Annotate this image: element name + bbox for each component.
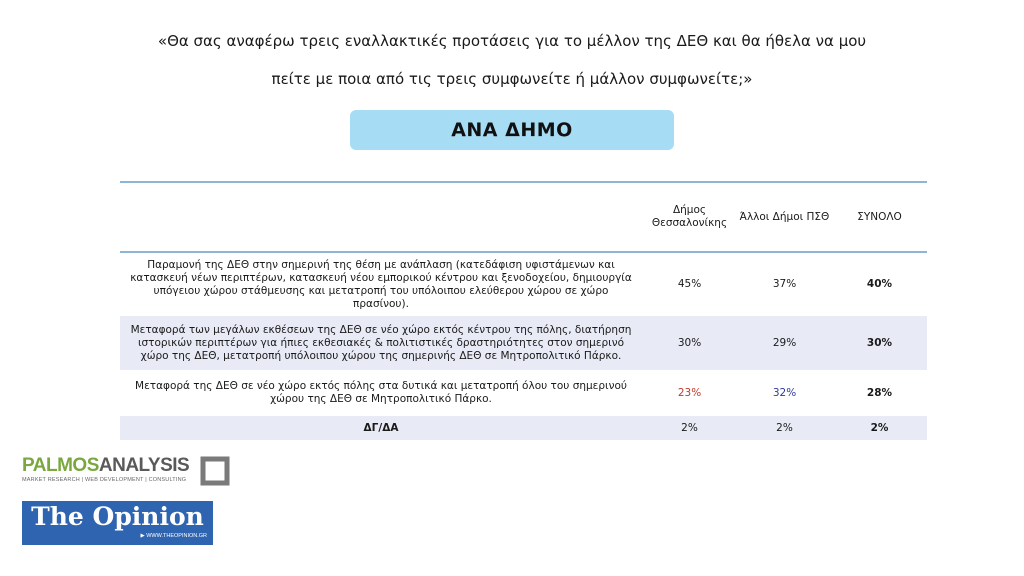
question-line-1: «Θα σας αναφέρω τρεις εναλλακτικές προτάσεις για το μέλλον της ΔΕΘ και θα ήθελα να μου — [157, 32, 867, 50]
row-label: ΔΓ/ΔΑ — [120, 416, 642, 440]
row-label: Μεταφορά των μεγάλων εκθέσεων της ΔΕΘ σε νέο χώρο εκτός κέντρου της πόλης, διατήρηση ιστορικών περιπτέρων για ήπιες εκθεσιακές & πολιτιστικές δραστηριότητες στον σημερινό χώρο της ΔΕΘ, μετατροπή υπόλοιπου χώρου της σημερινής ΔΕΘ σε Μητροπολιτικό Πάρκο. — [120, 316, 642, 370]
cell-other: 32% — [772, 386, 797, 399]
section-banner: ΑΝΑ ΔΗΜΟ — [350, 110, 674, 150]
palmos-logo-part1: PALMOS — [22, 455, 99, 476]
table-row — [120, 370, 927, 416]
table-row — [120, 316, 927, 370]
cell-other: 2% — [737, 416, 832, 440]
opinion-url: ▶ WWW.THEOPINION.GR — [140, 533, 207, 539]
the-opinion-logo — [22, 501, 213, 545]
palmos-analysis-logo — [22, 456, 214, 488]
opinion-title: The Opinion — [31, 502, 204, 531]
cell-thessaloniki: 2% — [642, 416, 737, 440]
cell-other: 29% — [737, 316, 832, 370]
table-row — [120, 416, 927, 440]
palmos-tagline: MARKET RESEARCH | WEB DEVELOPMENT | CONSULTING — [22, 477, 187, 483]
header-empty — [120, 182, 642, 252]
header-total: ΣΥΝΟΛΟ — [857, 210, 902, 223]
cell-total: 30% — [832, 316, 927, 370]
results-table — [120, 181, 927, 440]
table-row — [120, 252, 927, 316]
cell-total: 28% — [866, 386, 893, 399]
table-header-row — [120, 182, 927, 252]
survey-question — [60, 22, 964, 98]
row-label: Παραμονή της ΔΕΘ στην σημερινή της θέση με ανάπλαση (κατεδάφιση υφιστάμενων και κατασκευή νέων περιπτέρων, κατασκευή νέου εμπορικού κέντρου και ξενοδοχείου, δημιουργία υπόγειου χώρου στάθμευσης και μετατροπή του υπόλοιπου ελεύθερου χώρου σε χώρο πρασίνου). — [130, 258, 632, 310]
palmos-square-icon — [200, 456, 230, 486]
cell-total: 2% — [832, 416, 927, 440]
header-thessaloniki: Δήμος Θεσσαλονίκης — [651, 204, 728, 229]
question-line-2: πείτε με ποια από τις τρεις συμφωνείτε ή μάλλον συμφωνείτε;» — [271, 70, 753, 88]
palmos-logo-part2: ANALYSIS — [98, 455, 190, 476]
cell-total: 40% — [866, 278, 893, 290]
row-label: Μεταφορά της ΔΕΘ σε νέο χώρο εκτός πόλης στα δυτικά και μετατροπή όλου του σημερινού χώρου της ΔΕΘ σε Μητροπολιτικό Πάρκο. — [135, 380, 627, 405]
header-other-municipalities: Άλλοι Δήμοι ΠΣΘ — [739, 210, 830, 223]
cell-thessaloniki: 45% — [677, 278, 702, 290]
results-table-wrapper — [120, 181, 926, 440]
cell-thessaloniki: 30% — [642, 316, 737, 370]
cell-other: 37% — [772, 278, 797, 290]
cell-thessaloniki: 23% — [677, 386, 702, 399]
